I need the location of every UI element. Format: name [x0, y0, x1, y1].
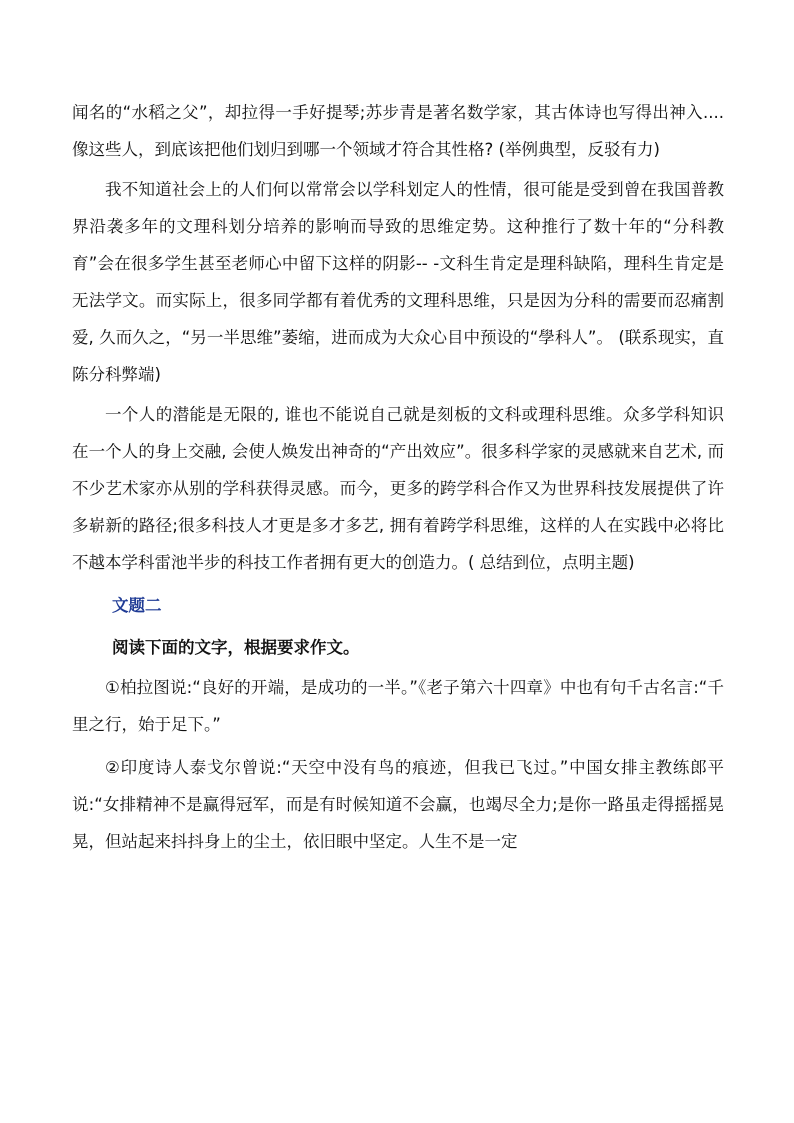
paragraph-potential: 一个人的潜能是无限的, 谁也不能说自己就是刻板的文科或理科思维。众多学科知识在一个人的身上交融, 会使人焕发出神奇的“产出效应”。很多科学家的灵感就来自艺术, 而不少艺术家亦从别的学科获得灵感。而今，更多的跨学科合作又为世界科技发展提供了许多崭新的路径;很多科技人才更是多才多艺, 拥有着跨学科思维，这样的人在实践中必将比不越本学科雷池半步的科技工作者拥有更大的创造力。( 总结到位，点明主题)	[72, 405, 724, 572]
section-heading: 文题二	[112, 596, 162, 615]
paragraph-continuation: 闻名的“水稻之父”，却拉得一手好提琴;苏步青是著名数学家，其古体诗也写得出神入....像这些人，到底该把他们划归到哪一个领域才符合其性格? (举例典型，反驳有力)	[72, 103, 724, 159]
instruction-text: 阅读下面的文字，根据要求作文。	[112, 638, 360, 657]
quote-item-1: ①柏拉图说:“良好的开端，是成功的一半。”《老子第六十四章》中也有句千古名言:“千里之行，始于足下。”	[72, 678, 724, 734]
paragraph-subject-division: 我不知道社会上的人们何以常常会以学科划定人的性情，很可能是受到曾在我国普教界沿袭多年的文理科划分培养的影响而导致的思维定势。这种推行了数十年的“分科教育”会在很多学生甚至老师心中留下这样的阴影-- -文科生肯定是理科缺陷，理科生肯定是无法学文。而实际上，很多同学都有着优秀的文理科思维，只是因为分科的需要而忍痛割爱, 久而久之，“另一半思维”萎缩，进而成为大众心目中预设的“學科人”。 (联系现实，直陈分科弊端)	[72, 180, 724, 384]
document-body	[72, 94, 724, 860]
quote-item-2: ②印度诗人泰戈尔曾说:“天空中没有鸟的痕迹，但我已飞过。”中国女排主教练郎平说:“女排精神不是赢得冠军，而是有时候知道不会赢，也竭尽全力;是你一路虽走得摇摇晃晃，但站起来抖抖身上的尘土，依旧眼中坚定。人生不是一定	[72, 758, 724, 851]
